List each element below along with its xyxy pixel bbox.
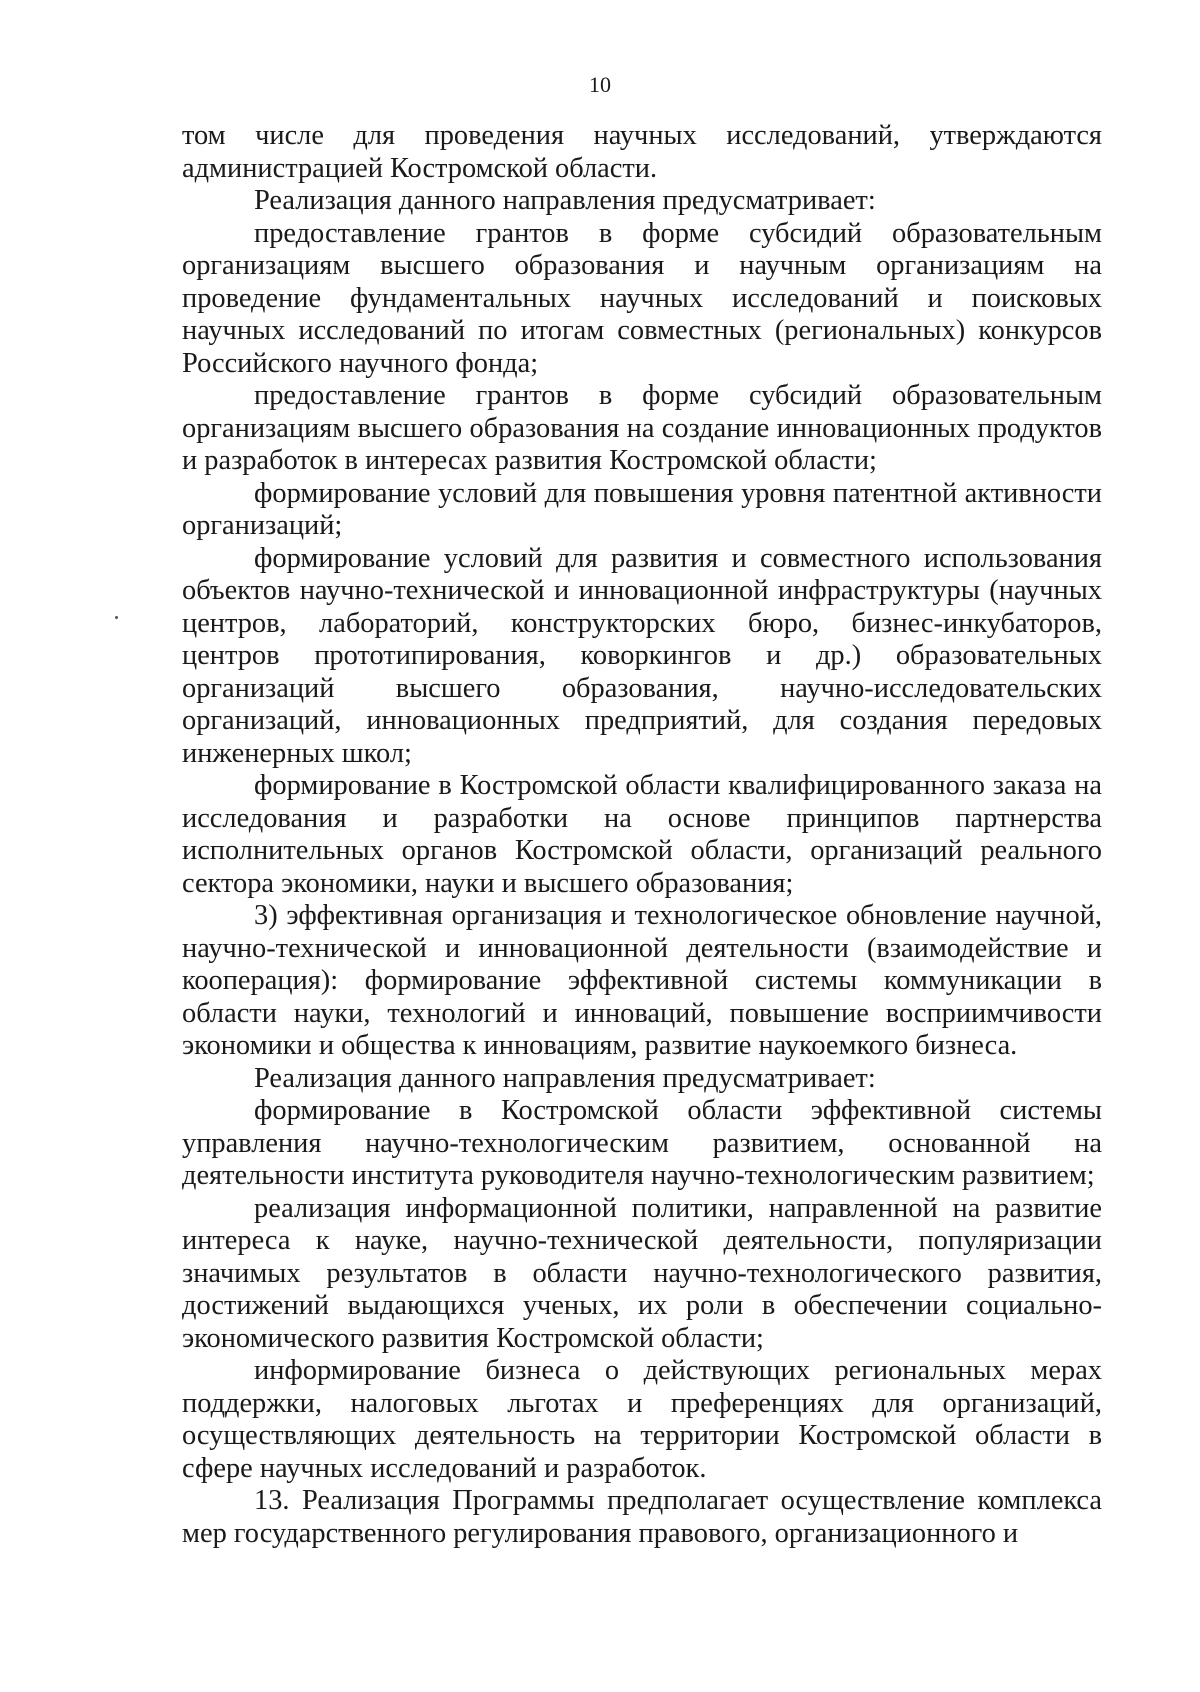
- paragraph: информирование бизнеса о действующих региональных мерах поддержки, налоговых льготах и преференциях для организаций, осуществляющих деятельность на территории Костромской области в сфере научных исследований и разработок.: [182, 1355, 1102, 1484]
- paragraph: том числе для проведения научных исследований, утверждаются администрацией Костромской области.: [182, 120, 1102, 184]
- page-number: 10: [589, 72, 611, 97]
- paragraph: Реализация данного направления предусматривает:: [254, 1062, 876, 1094]
- paragraph: 13. Реализация Программы предполагает осуществление комплекса мер государственного регулирования правового, организационного и: [182, 1485, 1102, 1549]
- paragraph: Реализация данного направления предусматривает:: [254, 185, 876, 216]
- paragraph: предоставление грантов в форме субсидий образовательным организациям высшего образования на создание инновационных продуктов и разработок в интересах развития Костромской области;: [182, 380, 1102, 476]
- paragraph: реализация информационной политики, направленной на развитие интереса к науке, научно-технической деятельности, популяризации значимых результатов в области научно-технологического развития, достижений выдающихся ученых, их роли в обеспечении социально-экономического развития Костромской области;: [182, 1192, 1102, 1354]
- paragraph: формирование в Костромской области эффективной системы управления научно-технологическим развитием, основанной на деятельности института руководителя научно-технологическим развитием;: [182, 1095, 1102, 1191]
- paragraph: формирование условий для повышения уровня патентной активности организаций;: [182, 477, 1102, 541]
- document-body: [182, 120, 1102, 1550]
- paragraph: предоставление грантов в форме субсидий образовательным организациям высшего образования и научным организациям на проведение фундаментальных научных исследований и поисковых научных исследований по итогам совместных (региональных) конкурсов Российского научного фонда;: [182, 217, 1102, 379]
- scan-speck: [115, 616, 118, 619]
- paragraph: формирование условий для развития и совместного использования объектов научно-технической и инновационной инфраструктуры (научных центров, лабораторий, конструкторских бюро, бизнес-инкубаторов, центров прототипирования, коворкингов и др.) образовательных организаций высшего образования, научно-исследовательских организаций, инновационных предприятий, для создания передовых инженерных школ;: [182, 542, 1102, 769]
- paragraph: 3) эффективная организация и технологическое обновление научной, научно-технической и инновационной деятельности (взаимодействие и кооперация): формирование эффективной системы коммуникации в области науки, технологий и инноваций, повышение восприимчивости экономики и общества к инновациям, развитие наукоемкого бизнеса.: [182, 900, 1102, 1061]
- paragraph: формирование в Костромской области квалифицированного заказа на исследования и разработки на основе принципов партнерства исполнительных органов Костромской области, организаций реального сектора экономики, науки и высшего образования;: [182, 770, 1102, 899]
